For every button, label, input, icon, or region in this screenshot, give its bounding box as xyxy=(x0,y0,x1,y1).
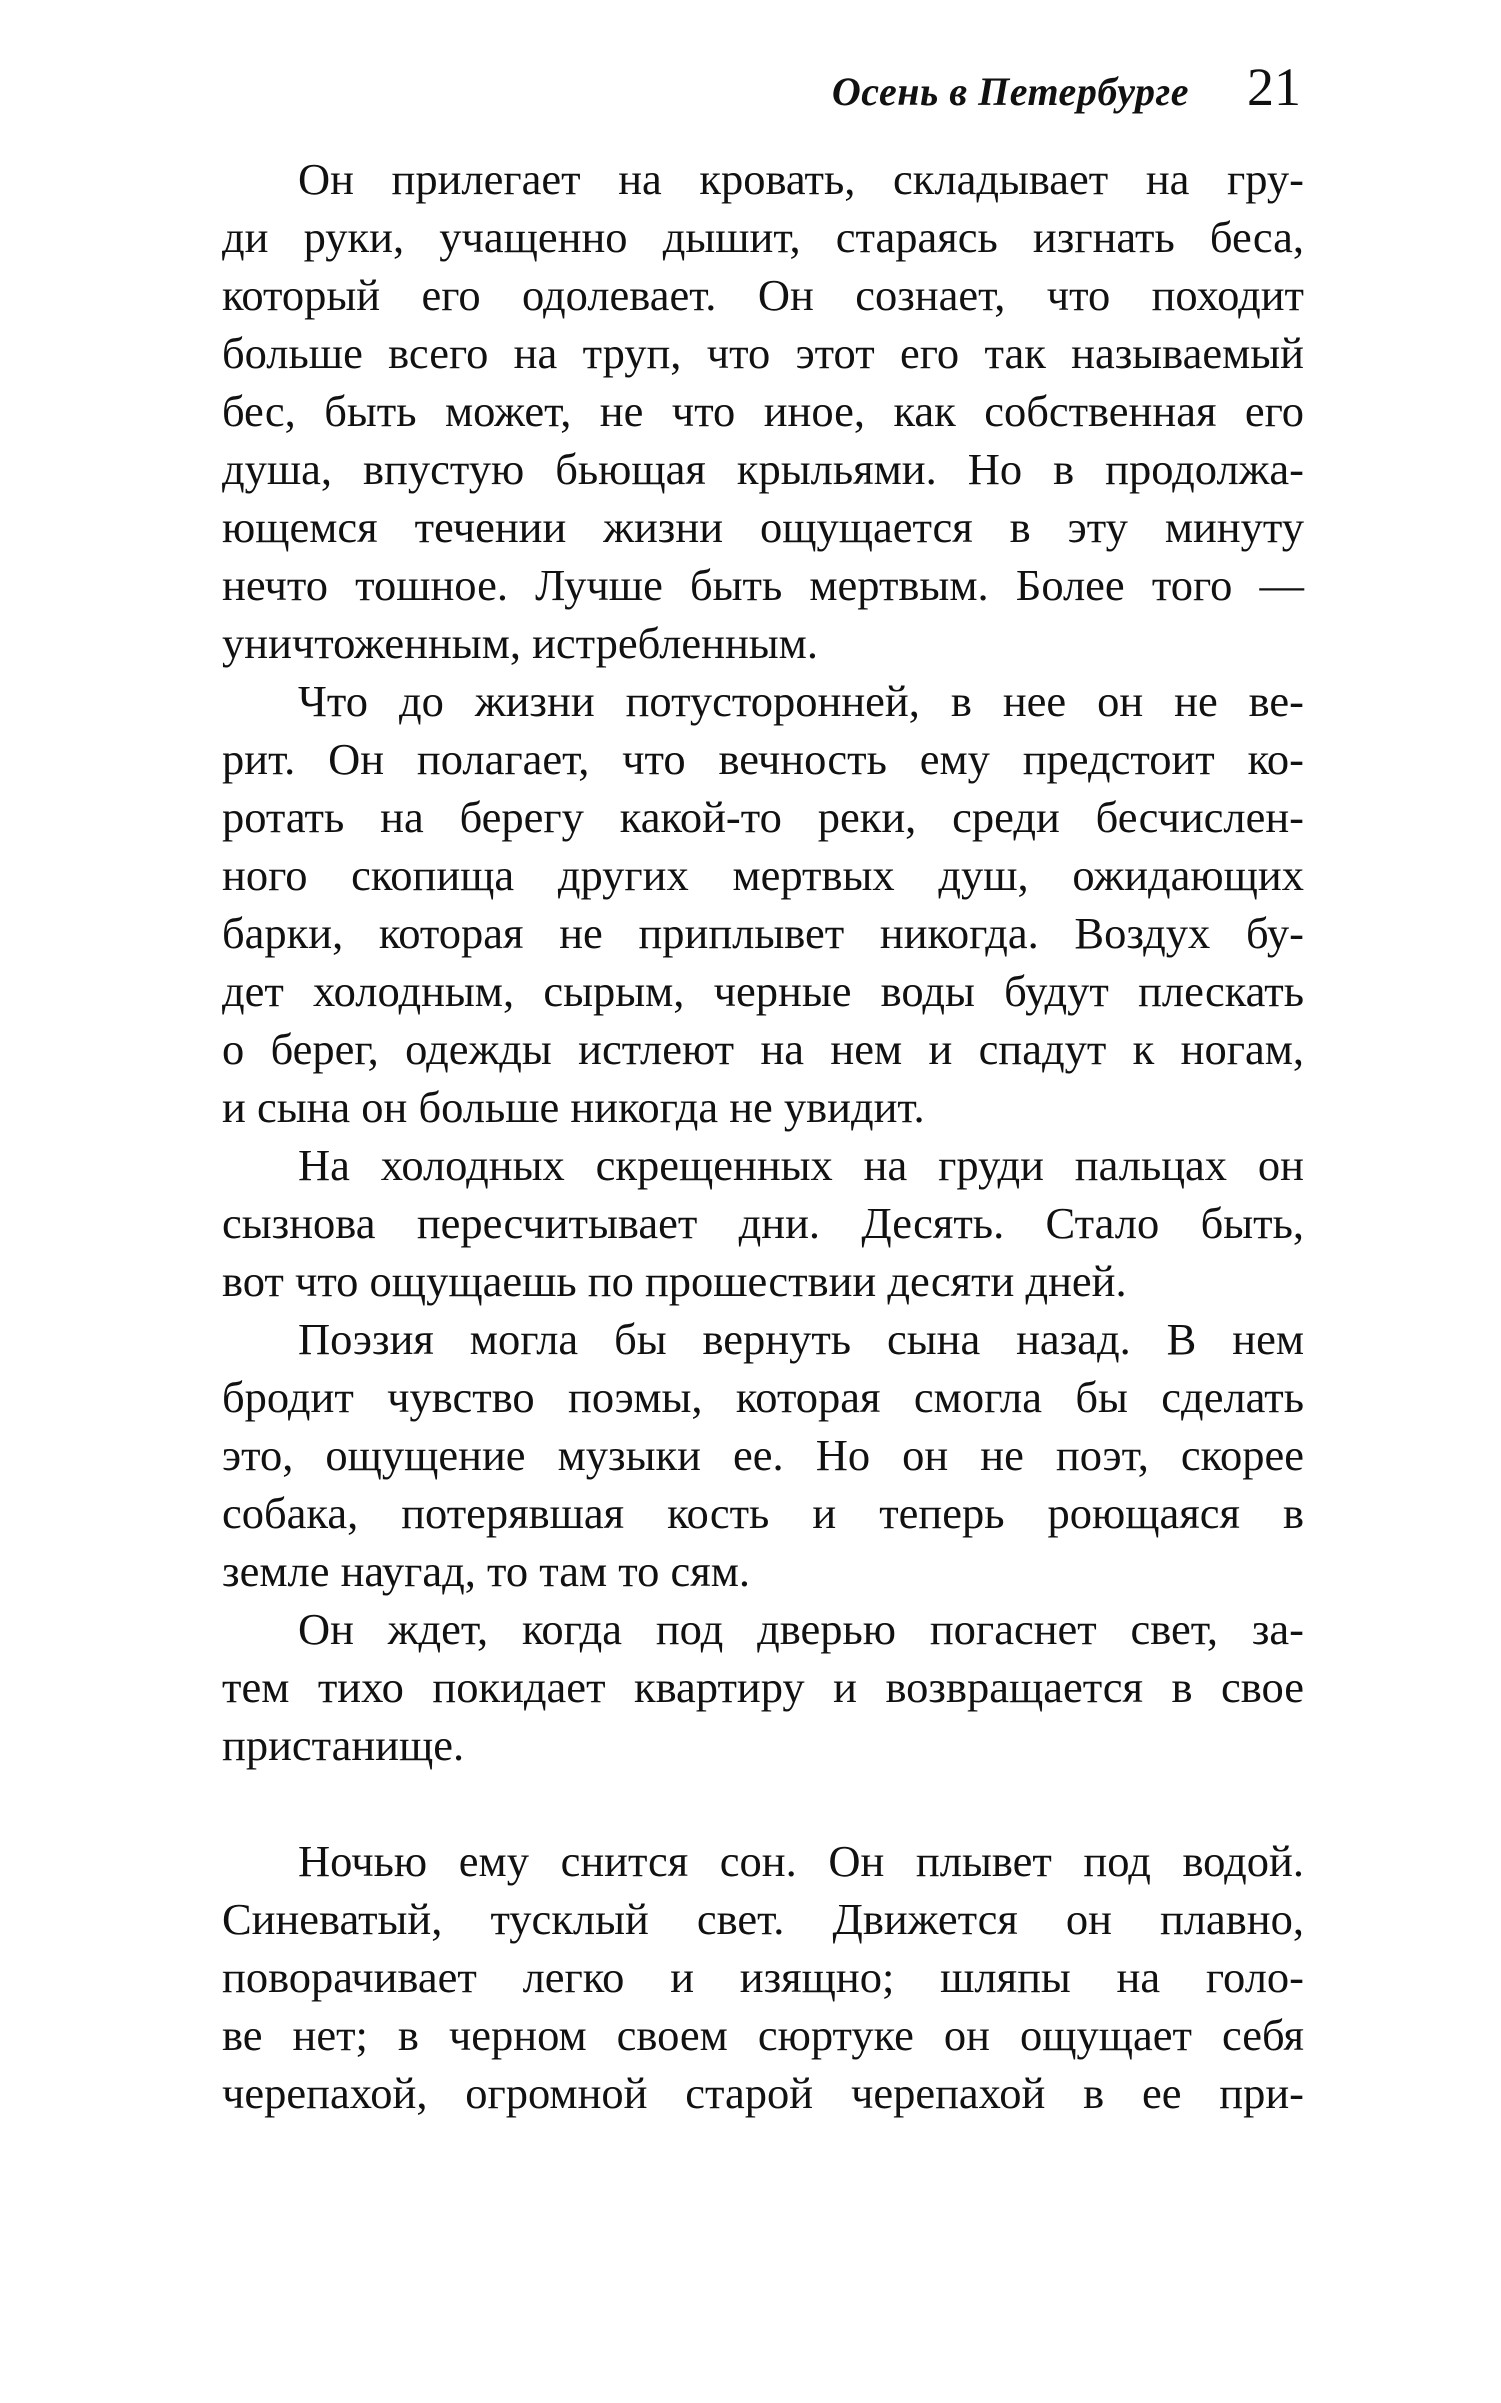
text-line: ве нет; в черном своем сюртуке он ощущает себя xyxy=(222,2010,1304,2060)
text-line: уничтоженным, истребленным. xyxy=(222,618,818,668)
paragraph-3 xyxy=(222,1136,1304,1310)
text-line: На холодных скрещенных на груди пальцах он xyxy=(298,1140,1304,1190)
paragraph-6 xyxy=(222,1832,1304,2122)
paragraph-4 xyxy=(222,1310,1304,1600)
text-line: собака, потерявшая кость и теперь роющаяся в xyxy=(222,1488,1304,1538)
text-line: Синеватый, тусклый свет. Движется он плавно, xyxy=(222,1894,1304,1944)
text-line: Поэзия могла бы вернуть сына назад. В нем xyxy=(298,1314,1304,1364)
text-line: ющемся течении жизни ощущается в эту минуту xyxy=(222,502,1304,552)
section-break xyxy=(222,1774,1304,1832)
paragraph-2 xyxy=(222,672,1304,1136)
text-line: Ночью ему снится сон. Он плывет под водой. xyxy=(298,1836,1304,1886)
text-line: Он прилегает на кровать, складывает на гру- xyxy=(298,154,1304,204)
text-line: ди руки, учащенно дышит, стараясь изгнать беса, xyxy=(222,212,1304,262)
text-line: Он ждет, когда под дверью погаснет свет, за- xyxy=(298,1604,1304,1654)
text-line: тем тихо покидает квартиру и возвращается в свое xyxy=(222,1662,1304,1712)
text-line: сызнова пересчитывает дни. Десять. Стало быть, xyxy=(222,1198,1304,1248)
text-line: и сына он больше никогда не увидит. xyxy=(222,1082,925,1132)
body-text xyxy=(222,150,1304,2122)
text-line: ного скопища других мертвых душ, ожидающих xyxy=(222,850,1304,900)
text-line: это, ощущение музыки ее. Но он не поэт, скорее xyxy=(222,1430,1304,1480)
text-line: который его одолевает. Он сознает, что походит xyxy=(222,270,1304,320)
text-line: рит. Он полагает, что вечность ему предстоит ко- xyxy=(222,734,1304,784)
text-line: дет холодным, сырым, черные воды будут плескать xyxy=(222,966,1304,1016)
text-line: о берег, одежды истлеют на нем и спадут к ногам, xyxy=(222,1024,1304,1074)
text-line: черепахой, огромной старой черепахой в ее при- xyxy=(222,2068,1304,2118)
text-line: барки, которая не приплывет никогда. Воздух бу- xyxy=(222,908,1304,958)
page-number: 21 xyxy=(1247,57,1301,117)
running-title: Осень в Петербурге xyxy=(831,69,1189,114)
running-head xyxy=(832,56,1301,118)
text-line: ротать на берегу какой-то реки, среди бесчислен- xyxy=(222,792,1304,842)
text-line: бес, быть может, не что иное, как собственная его xyxy=(222,386,1304,436)
text-line: больше всего на труп, что этот его так называемый xyxy=(222,328,1304,378)
text-line: поворачивает легко и изящно; шляпы на голо- xyxy=(222,1952,1304,2002)
text-line: земле наугад, то там то сям. xyxy=(222,1546,751,1596)
paragraph-1 xyxy=(222,150,1304,672)
paragraph-5 xyxy=(222,1600,1304,1774)
text-line: вот что ощущаешь по прошествии десяти дней. xyxy=(222,1256,1127,1306)
text-line: Что до жизни потусторонней, в нее он не ве- xyxy=(298,676,1304,726)
text-line: нечто тошное. Лучше быть мертвым. Более того — xyxy=(222,560,1304,610)
text-line: бродит чувство поэмы, которая смогла бы сделать xyxy=(222,1372,1304,1422)
text-line: душа, впустую бьющая крыльями. Но в продолжа- xyxy=(222,444,1304,494)
text-line: пристанище. xyxy=(222,1720,465,1770)
